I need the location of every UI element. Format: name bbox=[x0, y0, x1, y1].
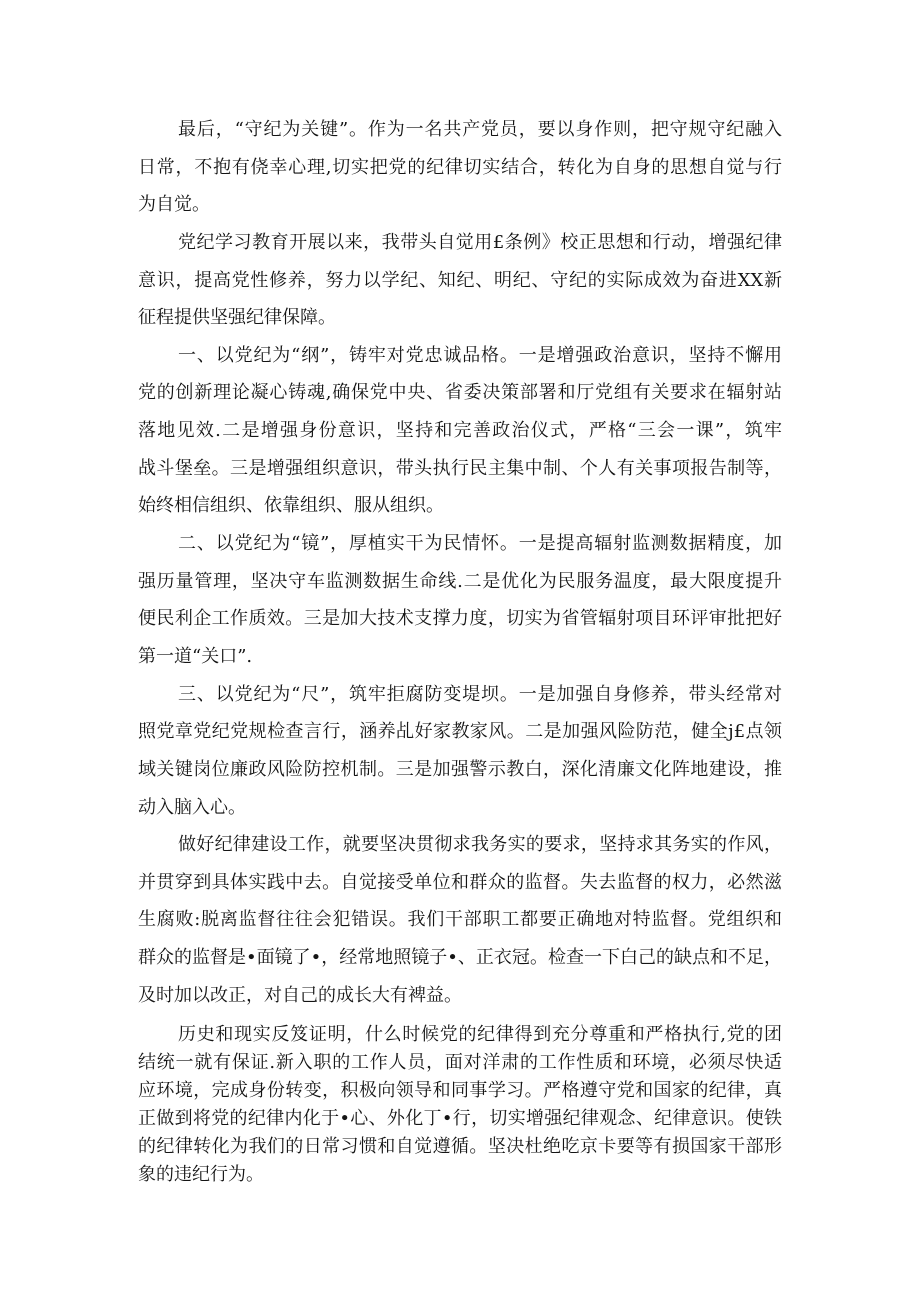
paragraph-line: 党纪学习教育开展以来，我带头自觉用£条例》校正思想和行动，增强纪律 bbox=[178, 231, 782, 253]
paragraph-point-one bbox=[138, 337, 782, 525]
paragraph-line: 正做到将党的纪律内化于•心、外化丁•行，切实增强纪律观念、纪律意识。使铁 bbox=[138, 1108, 782, 1129]
paragraph-supervision bbox=[138, 826, 782, 1014]
paragraph-line: 日常，不抱有侥幸心理,切实把党的纪律切实结合，转化为自身的思想自觉与行 bbox=[138, 156, 782, 178]
paragraph-line: 征程提供坚强纪律保障。 bbox=[138, 307, 336, 329]
paragraph-line: 群众的监督是•面镜了•，经常地照镜子•、正衣冠。检查一下白己的缺点和不足， bbox=[138, 947, 782, 969]
paragraph-line: 强历量管理，坚决守车监测数据生命线.二是优化为民服务温度，最大限度提升 bbox=[138, 570, 782, 592]
paragraph-line: 并贯穿到具体实践中去。自觉接受单位和群众的监督。失去监督的权力，必然滋 bbox=[138, 871, 782, 893]
paragraph-discipline-key bbox=[138, 111, 782, 224]
paragraph-point-three bbox=[138, 676, 782, 827]
paragraph-history bbox=[138, 1021, 782, 1189]
paragraph-line: 三、以党纪为“尺”，筑牢拒腐防变堤坝。一是加强自身修养，带头经常对 bbox=[178, 683, 782, 705]
paragraph-line: 二、以党纪为“镜”，厚植实干为民情怀。一是提高辐射监测数据精度，加 bbox=[178, 533, 782, 555]
paragraph-line: 党的创新理论凝心铸魂,确保党中央、省委决策部署和厅党组有关要求在辐射站 bbox=[138, 382, 782, 404]
paragraph-line: 始终相信组织、依靠组织、服从组织。 bbox=[138, 495, 444, 517]
paragraph-line: 的纪律转化为我们的日常习惯和自觉遵循。坚决杜绝吃京卡要等有损国家干部形 bbox=[138, 1136, 782, 1157]
paragraph-line: 便民利企工作质效。三是加大技术支撑力度，切实为省管辐射项目环评审批把好 bbox=[138, 608, 782, 630]
paragraph-line: 应环境，完成身份转变，积极向领导和同事学习。严格遵守党和国家的纪律，真 bbox=[138, 1080, 782, 1101]
paragraph-line: 域关键岗位廉政风险防控机制。三是加强警示教白，深化清廉文化阵地建设，推 bbox=[138, 758, 782, 780]
paragraph-line: 动入脑入心。 bbox=[138, 796, 246, 818]
paragraph-line: 生腐败:脱离监督往往会犯错误。我们干部职工都要正确地对特监督。党组织和 bbox=[138, 909, 782, 931]
paragraph-line: 象的违纪行为。 bbox=[138, 1164, 264, 1185]
paragraph-intro bbox=[138, 224, 782, 337]
paragraph-line: 为自觉。 bbox=[138, 194, 210, 216]
main-text-block bbox=[138, 111, 782, 1014]
paragraph-line: 第一道“关口”. bbox=[138, 645, 253, 667]
paragraph-line: 历史和现实反笈证明，什么时候党的纪律得到充分尊重和严格执行,党的团 bbox=[178, 1024, 782, 1045]
paragraph-line: 结统一就有保证.新入职的工作人员，面对洋肃的工作性质和环境，必须尽快适 bbox=[138, 1052, 782, 1073]
paragraph-line: 做好纪律建设工作，就要坚决贯彻求我务实的要求，坚持求其务实的作风， bbox=[178, 834, 782, 856]
paragraph-line: 最后，“守纪为关键”。作为一名共产党员，要以身作则，把守规守纪融入 bbox=[178, 119, 782, 140]
paragraph-line: 照党章党纪党规检查言行，涵养乩好家教家风。二是加强风险防范，健全j£点领 bbox=[138, 721, 782, 743]
paragraph-line: 意识，提高党性修养，努力以学纪、知纪、明纪、守纪的实际成效为奋进XX新 bbox=[138, 269, 782, 291]
paragraph-line: 一、以党纪为“纲”，铸牢对党忠诚品格。一是增强政治意识，坚持不懈用 bbox=[178, 344, 782, 366]
paragraph-line: 落地见效.二是增强身份意识，坚持和完善政治仪式，严格“三会一课”，筑牢 bbox=[138, 420, 782, 442]
paragraph-line: 战斗堡垒。三是增强组织意识，带头执行民主集中制、个人有关事项报告制等， bbox=[138, 457, 782, 479]
paragraph-point-two bbox=[138, 525, 782, 676]
closing-text-block bbox=[138, 1021, 782, 1189]
paragraph-line: 及时加以改正，对自己的成长大有裨益。 bbox=[138, 984, 462, 1006]
